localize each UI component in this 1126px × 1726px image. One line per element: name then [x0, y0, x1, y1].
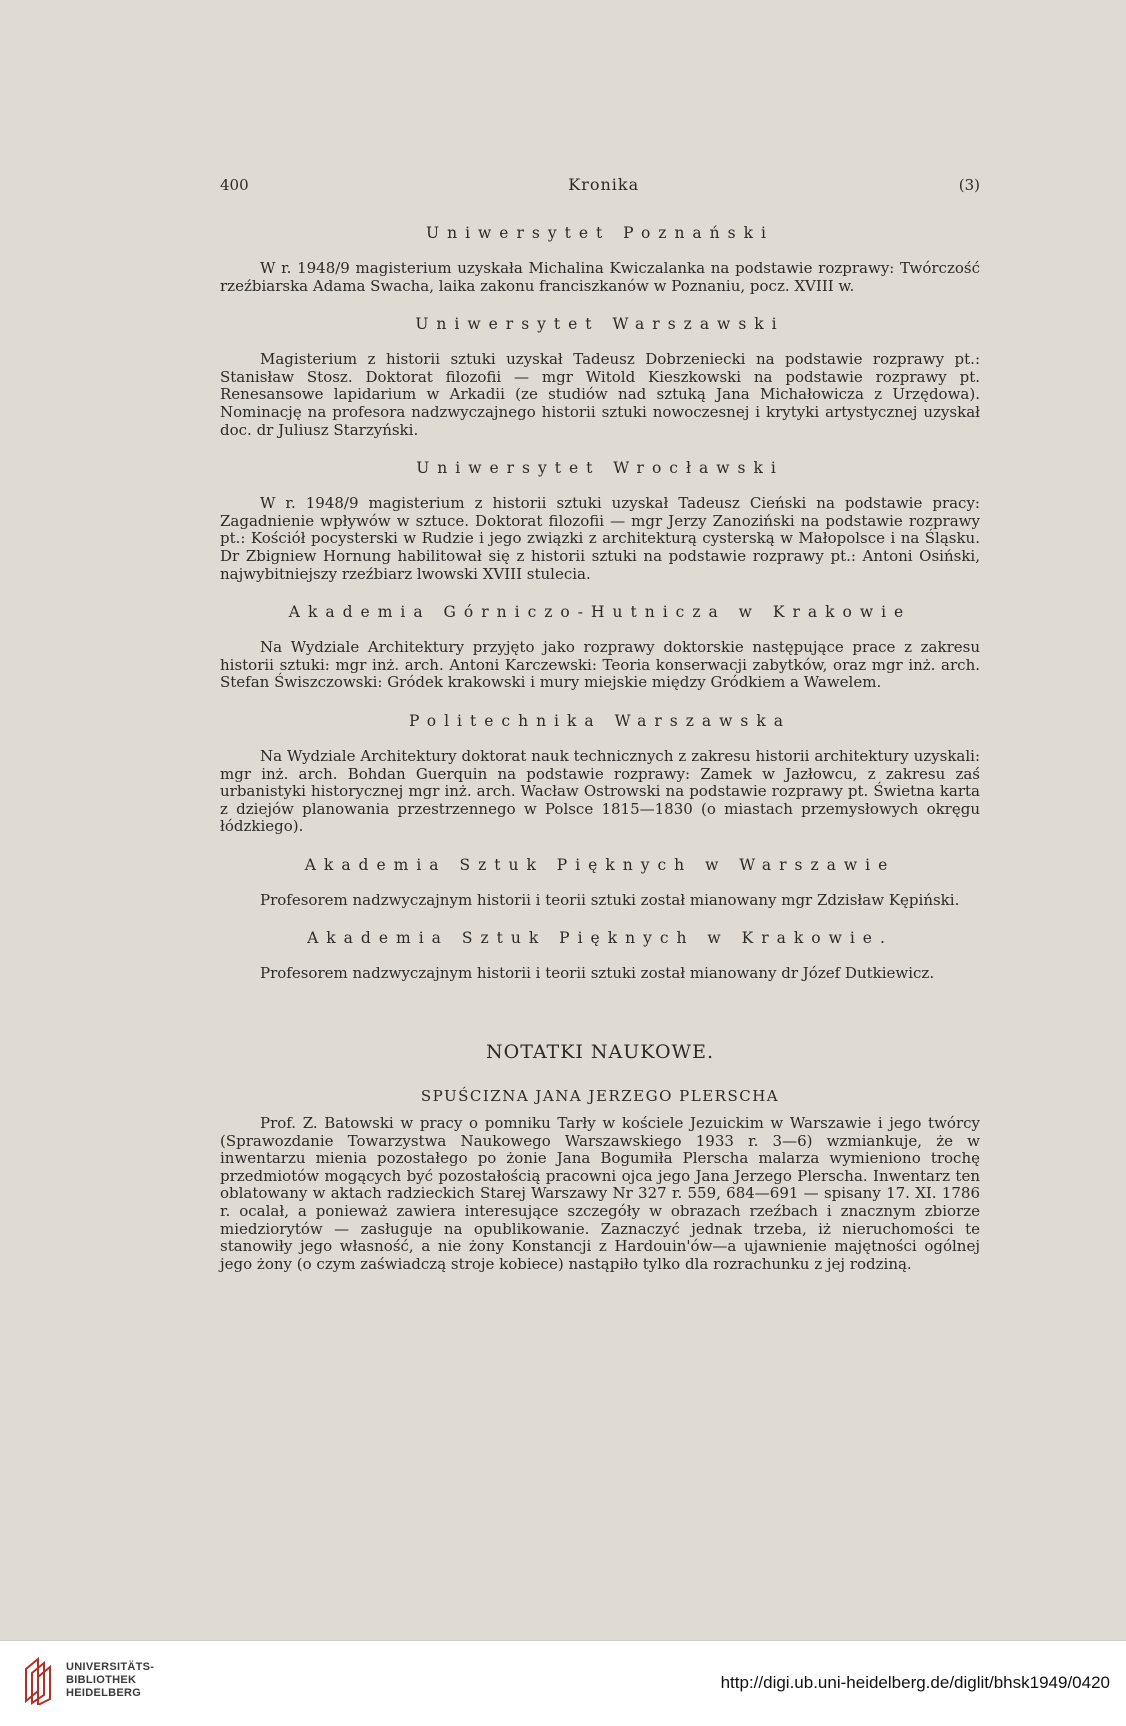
notes-subheading: SPUŚCIZNA JANA JERZEGO PLERSCHA — [420, 1087, 780, 1106]
section-heading: Uniwersytet Warszawski — [415, 315, 785, 334]
running-title: Kronika — [568, 175, 640, 194]
page-content — [220, 175, 980, 1293]
notes-paragraph: Prof. Z. Batowski w pracy o pomniku Tarły w kościele Jezuickim w Warszawie i jego twórcy (Sprawozdanie Towarzystwa Naukowego Warszawskiego 1933 r. 3—6) wzmiankuje, że w inwentarzu mienia pozostałego po żonie Jana Bogumiła Plerscha malarza wymieniono trochę przedmiotów mogących być pozostałością pracowni ojca jego Jana Jerzego Plerscha. Inwentarz ten oblatowany w aktach radzieckich Starej Warszawy Nr 327 r. 559, 684—691 — spisany 17. XI. 1786 r. ocalał, a ponieważ zawiera interesujące szczegóły w obrazach rzeźbach i znacznym zbiorze miedziorytów — zasługuje na opublikowanie. Zaznaczyć jednak trzeba, iż nieruchomości te stanowiły jego własność, a nie żony Konstancji z Hardouin'ów—a ujawnienie majętności ogólnej jego żony (o czym zaświadczą stroje kobiece) nastąpiło tylko dla rozrachunku z jej rodziną. — [220, 1114, 980, 1273]
paragraph: Na Wydziale Architektury doktorat nauk technicznych z zakresu historii architektury uzyskali: mgr inż. arch. Bohdan Guerquin na podstawie rozprawy: Zamek w Jazłowcu, z zakresu zaś urbanistyki historycznej mgr inż. arch. Wacław Ostrowski na podstawie rozprawy pt. Świetna karta z dziejów planowania przestrzennego w Polsce 1815—1830 (o miastach przemysłowych okręgu łódzkiego). — [220, 746, 980, 836]
paragraph: Na Wydziale Architektury przyjęto jako rozprawy doktorskie następujące prace z zakresu historii sztuki: mgr inż. arch. Antoni Karczewski: Teoria konserwacji zabytków, oraz mgr inż. arch. Stefan Świszczowski: Gródek krakowski i mury miejskie między Gródkiem a Wawelem. — [220, 638, 980, 692]
section-heading: Uniwersytet Wrocławski — [416, 459, 784, 478]
section-poznan — [220, 224, 980, 295]
library-logo-icon — [22, 1655, 56, 1705]
section-warszawa — [220, 315, 980, 439]
library-name-line: BIBLIOTHEK — [66, 1673, 137, 1686]
section-heading: Akademia Sztuk Pięknych w Warszawie — [304, 855, 896, 874]
paragraph: W r. 1948/9 magisterium z historii sztuki uzyskał Tadeusz Cieński na podstawie pracy: Zagadnienie wpływów w sztuce. Doktorat filozofii — mgr Jerzy Zanoziński na podstawie rozprawy pt.: Kościół pocysterski w Rudzie i jego związki z architekturą cysterską w Małopolsce i na Śląsku. Dr Zbigniew Hornung habilitował się z historii sztuki na podstawie rozprawy pt.: Antoni Osiński, najwybitniejszy rzeźbiarz lwowski XVIII stulecia. — [220, 494, 980, 583]
permalink-url[interactable]: http://digi.ub.uni-heidelberg.de/diglit/bhsk1949/0420 — [720, 1673, 1110, 1692]
library-name-line: HEIDELBERG — [66, 1686, 142, 1699]
section-asp-krakow — [220, 929, 980, 983]
library-footer — [0, 1640, 1126, 1726]
paragraph: W r. 1948/9 magisterium uzyskała Michalina Kwiczalanka na podstawie rozprawy: Twórczość rzeźbiarska Adama Swacha, laika zakonu franciszkanów w Poznaniu, pocz. XVIII w. — [220, 259, 980, 295]
section-heading: Politechnika Warszawska — [408, 711, 792, 730]
paragraph: Profesorem nadzwyczajnym historii i teorii sztuki został mianowany mgr Zdzisław Kępiński. — [260, 890, 960, 909]
section-politechnika — [220, 712, 980, 836]
section-wroclaw — [220, 459, 980, 583]
section-agh — [220, 603, 980, 692]
page-number: 400 — [220, 176, 249, 194]
library-name — [66, 1661, 154, 1700]
running-head — [220, 175, 980, 194]
library-name-line: UNIVERSITÄTS- — [66, 1660, 155, 1673]
section-heading: Akademia Górniczo-Hutnicza w Krakowie — [288, 603, 912, 622]
section-number: (3) — [958, 176, 980, 194]
paragraph: Magisterium z historii sztuki uzyskał Tadeusz Dobrzeniecki na podstawie rozprawy pt.: Stanisław Stosz. Doktorat filozofii — mgr Witold Kieszkowski na podstawie rozprawy pt. Renesansowe lapidarium w Arkadii (ze studiów nad sztuką Jana Michałowicza z Urzędowa). Nominację na profesora nadzwyczajnego historii sztuki nowoczesnej i krytyki artystycznej uzyskał doc. dr Juliusz Starzyński. — [220, 350, 980, 439]
section-heading: Akademia Sztuk Pięknych w Krakowie. — [307, 929, 893, 948]
library-logo[interactable] — [22, 1655, 154, 1705]
section-asp-warszawa — [220, 856, 980, 910]
paragraph: Profesorem nadzwyczajnym historii i teorii sztuki został mianowany dr Józef Dutkiewicz. — [260, 964, 935, 983]
section-heading: Uniwersytet Poznański — [426, 224, 774, 242]
notes-heading: NOTATKI NAUKOWE. — [486, 1041, 714, 1064]
